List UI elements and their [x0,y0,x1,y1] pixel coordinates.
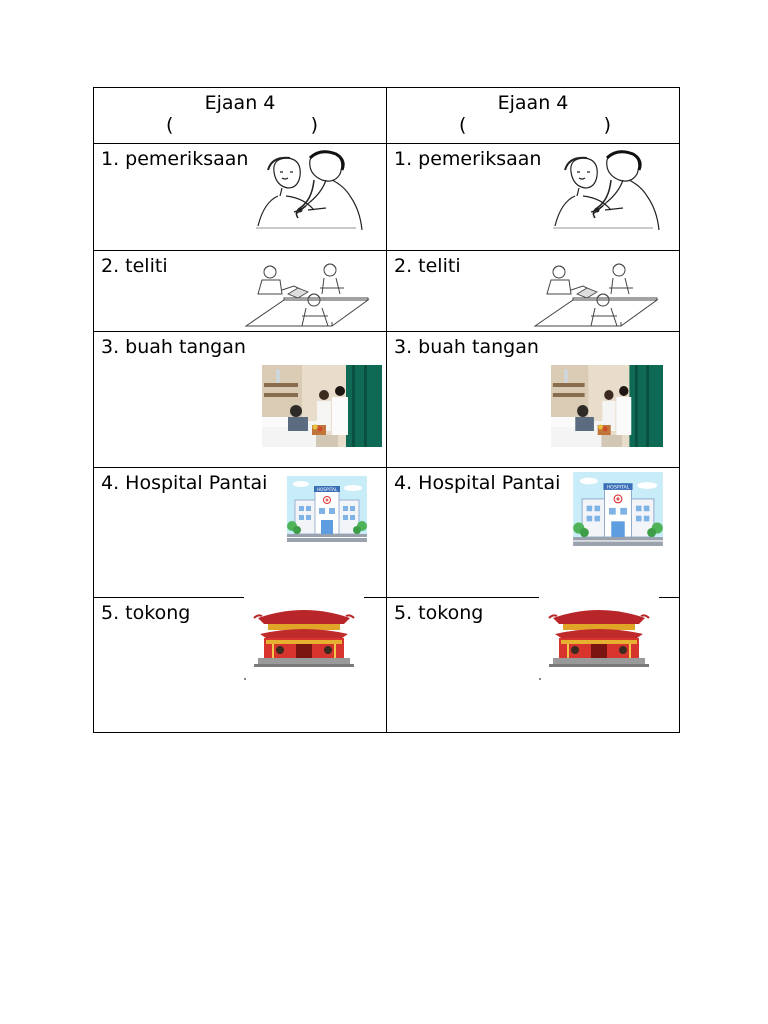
header-title: Ejaan 4 [497,92,569,114]
chinese-temple-illustration [244,596,364,680]
word-label: 4. Hospital Pantai [394,472,561,494]
hospital-building-illustration [287,476,367,542]
students-studying-illustration [533,260,659,330]
word-label: 5. tokong [101,602,191,624]
hospital-visit-photo [551,365,663,447]
students-studying-illustration [244,260,370,330]
name-blank [387,114,679,136]
word-label: 2. teliti [101,255,168,277]
word-cell [94,468,387,598]
hospital-sign: HOSPITAL [606,485,630,491]
word-label: 5. tokong [394,602,484,624]
paren-open: ( [166,114,174,136]
hospital-sign: HOSPITAL [316,486,338,492]
spelling-table [93,87,680,733]
word-cell [387,468,680,598]
word-label: 4. Hospital Pantai [101,472,268,494]
hospital-building-illustration [572,472,664,546]
hospital-visit-photo [262,365,382,447]
header-cell-left [94,88,387,144]
word-label: 1. pemeriksaan [394,148,542,170]
word-label: 3. buah tangan [394,336,539,358]
word-cell [94,144,387,251]
word-cell [94,251,387,332]
word-label: 3. buah tangan [101,336,246,358]
word-label: 2. teliti [394,255,461,277]
chinese-temple-illustration [539,596,659,680]
header-title: Ejaan 4 [204,92,276,114]
word-cell [387,598,680,733]
paren-close: ) [603,114,611,136]
word-cell [387,332,680,468]
word-cell [94,332,387,468]
doctor-stethoscope-illustration [252,150,366,232]
paren-open: ( [459,114,467,136]
header-cell-right [387,88,680,144]
word-cell [94,598,387,733]
word-cell [387,144,680,251]
name-blank [94,114,386,136]
word-cell [387,251,680,332]
doctor-stethoscope-illustration [549,150,663,232]
paren-close: ) [310,114,318,136]
word-label: 1. pemeriksaan [101,148,249,170]
